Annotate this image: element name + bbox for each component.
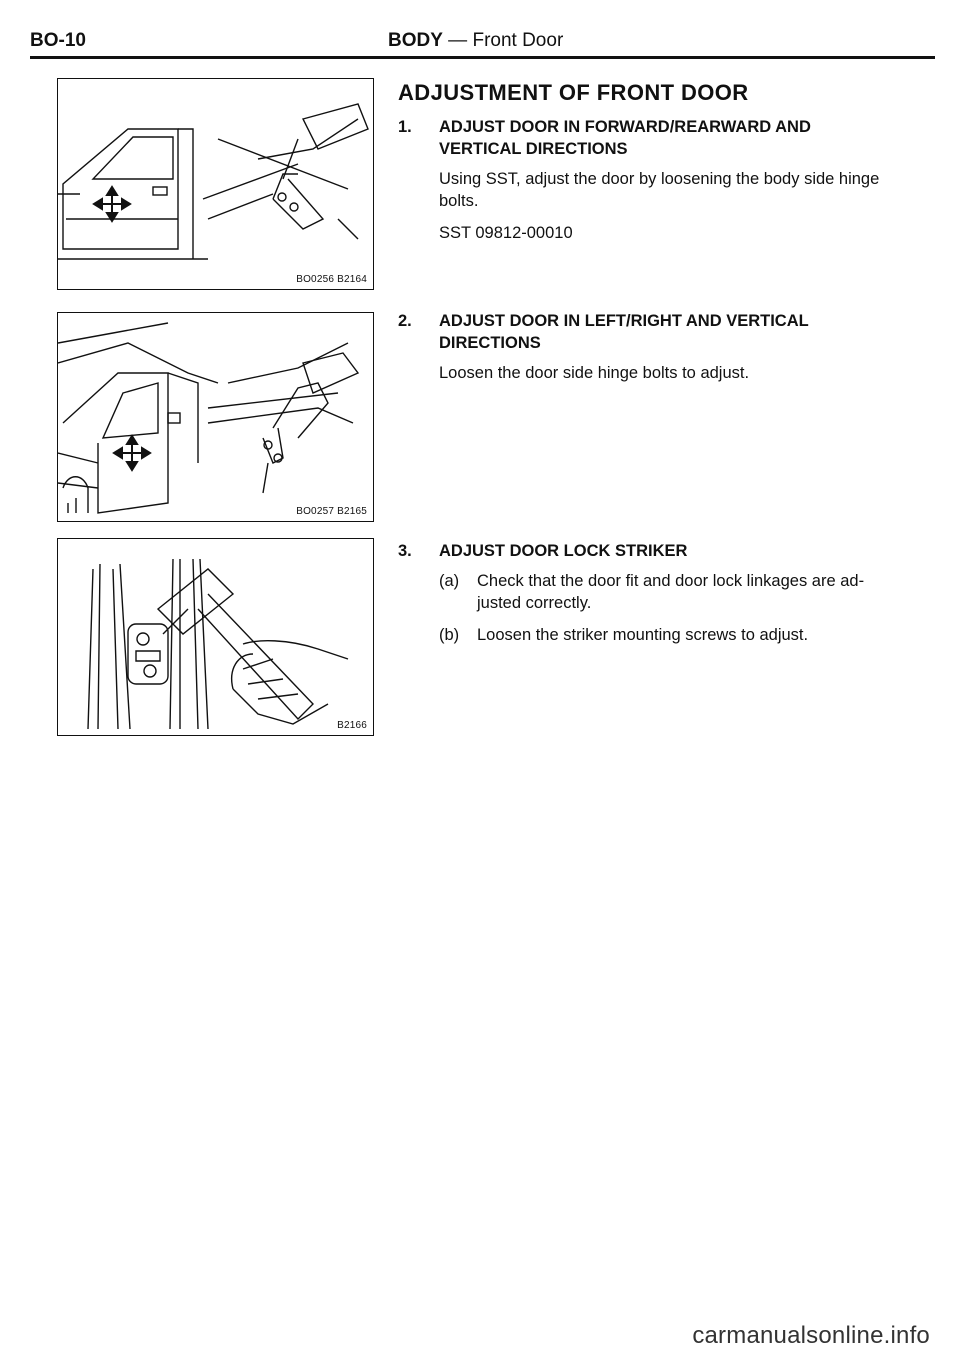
door-left-right-adjustment-illustration bbox=[58, 313, 373, 521]
step-1-title: ADJUST DOOR IN FORWARD/REARWARD AND VERTICAL DIRECTIONS bbox=[439, 118, 811, 158]
four-way-arrow-icon bbox=[94, 187, 130, 221]
figure-3-code: B2166 bbox=[337, 720, 367, 731]
step-3-number: 3. bbox=[398, 542, 412, 560]
sub-text: Loosen the striker mounting screws to adjust. bbox=[477, 626, 809, 644]
figure-2 bbox=[57, 312, 374, 522]
step-1 bbox=[398, 116, 898, 254]
page-title: ADJUSTMENT OF FRONT DOOR bbox=[398, 80, 749, 105]
step-2-title: ADJUST DOOR IN LEFT/RIGHT AND VERTICAL DIRECTIONS bbox=[439, 312, 809, 352]
header-rule bbox=[30, 56, 935, 59]
step-1-sst-number: SST 09812-00010 bbox=[439, 224, 573, 242]
step-1-body-1: Using SST, adjust the door by loosening the body side hinge bolts. bbox=[439, 170, 880, 210]
sub-label: (a) bbox=[439, 572, 460, 590]
four-way-arrow-icon bbox=[114, 436, 150, 470]
section-title-rest: — Front Door bbox=[442, 30, 564, 51]
figure-1-code: BO0256 B2164 bbox=[296, 274, 367, 285]
figure-1 bbox=[57, 78, 374, 290]
figure-3 bbox=[57, 538, 374, 736]
section-title-bold: BODY bbox=[388, 30, 443, 51]
step-3-title: ADJUST DOOR LOCK STRIKER bbox=[439, 542, 688, 560]
step-2-number: 2. bbox=[398, 312, 412, 330]
step-3-sub-a bbox=[439, 570, 898, 614]
watermark: carmanualsonline.info bbox=[692, 1322, 930, 1349]
page-code: BO-10 bbox=[30, 30, 86, 51]
hammer-striker-illustration bbox=[58, 539, 373, 735]
section-title bbox=[388, 30, 563, 52]
step-1-number: 1. bbox=[398, 118, 412, 136]
step-3 bbox=[398, 540, 898, 656]
door-forward-rearward-adjustment-illustration bbox=[58, 79, 373, 289]
step-2 bbox=[398, 310, 898, 394]
figure-2-code: BO0257 B2165 bbox=[296, 506, 367, 517]
sub-label: (b) bbox=[439, 626, 460, 644]
step-3-sub-b bbox=[439, 624, 898, 646]
sub-text: Check that the door fit and door lock linkages are ad- justed correctly. bbox=[477, 572, 865, 612]
step-2-body-1: Loosen the door side hinge bolts to adjust. bbox=[439, 364, 750, 382]
